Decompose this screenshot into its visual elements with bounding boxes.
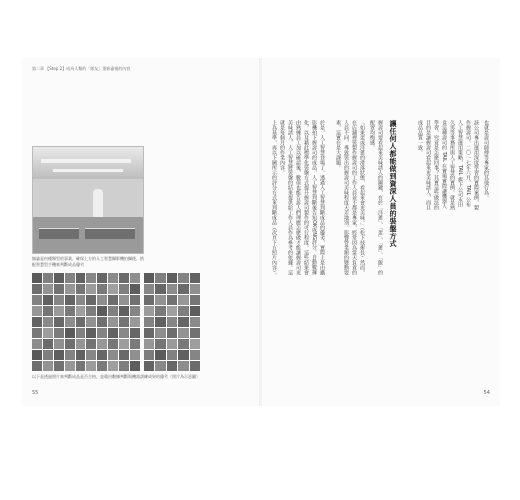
sushi-thumbnail bbox=[108, 273, 118, 283]
sushi-thumbnail bbox=[86, 284, 96, 294]
sushi-thumbnail bbox=[97, 339, 107, 349]
sushi-thumbnail bbox=[97, 328, 107, 338]
sushi-thumbnail bbox=[155, 339, 165, 349]
sushi-image-grid bbox=[32, 273, 140, 371]
sushi-thumbnail bbox=[76, 350, 86, 360]
sushi-thumbnail bbox=[32, 317, 42, 327]
sushi-thumbnail bbox=[32, 306, 42, 316]
sushi-thumbnail bbox=[108, 339, 118, 349]
intro-paragraph-2: 該公司專出運用深度學習的實際案例，製作握壽司。二〇一七年六月，TAIL 公布人工智慧運用策略，TAIL 旗下公司永田久男等事務所與人工智慧的實例。就是熟食這種壽司的 TAIL 在實場實際讓機器人學習，究竟是怎麼回事？其實這些做法的目的是讓握壽司看起來更美味誘人，而且成品品質一致。 bbox=[417, 120, 479, 210]
sushi-thumbnail bbox=[130, 306, 140, 316]
sushi-thumbnail bbox=[32, 361, 42, 371]
sushi-thumbnail bbox=[130, 295, 140, 305]
sushi-thumbnail bbox=[65, 273, 75, 283]
sushi-thumbnail bbox=[190, 339, 200, 349]
sushi-thumbnail bbox=[155, 295, 165, 305]
sushi-thumbnail bbox=[76, 317, 86, 327]
sushi-thumbnail bbox=[108, 295, 118, 305]
sushi-thumbnail bbox=[97, 273, 107, 283]
sushi-thumbnail bbox=[119, 295, 129, 305]
sushi-thumbnail bbox=[178, 284, 188, 294]
sushi-thumbnail bbox=[190, 295, 200, 305]
sushi-thumbnail bbox=[167, 361, 177, 371]
sushi-thumbnail bbox=[43, 361, 53, 371]
body-paragraph-2: 「如果蛋或洋蔥的滑落狀態，看起來會更美味。」（松下技術長）然而，在店舖裡裝製作握壽司的工作人員並不都是專家，經常因為當天負責的人員不同，導致裝出的握壽司美味程度天差地別。影響營業額的變動要素，這實在是大課題。 bbox=[335, 120, 365, 275]
photo-caption: 無論是何種類型的事業，確保上方的人工智慧攝影機拍攝後，搭配智慧型手機來判斷成品優劣 bbox=[32, 256, 144, 267]
sushi-thumbnail bbox=[76, 306, 86, 316]
sushi-thumbnail bbox=[54, 339, 64, 349]
sushi-thumbnail bbox=[54, 350, 64, 360]
sushi-thumbnail bbox=[86, 339, 96, 349]
right-page bbox=[262, 58, 500, 406]
sushi-thumbnail bbox=[43, 317, 53, 327]
sushi-thumbnail bbox=[43, 273, 53, 283]
sushi-thumbnail bbox=[97, 284, 107, 294]
sushi-thumbnail bbox=[119, 317, 129, 327]
sushi-thumbnail bbox=[144, 273, 154, 283]
sushi-thumbnail bbox=[119, 350, 129, 360]
sushi-thumbnail bbox=[155, 328, 165, 338]
sushi-thumbnail bbox=[155, 306, 165, 316]
sushi-thumbnail bbox=[76, 295, 86, 305]
sushi-thumbnail bbox=[155, 350, 165, 360]
book-spread bbox=[22, 58, 500, 406]
sushi-thumbnail bbox=[190, 350, 200, 360]
sushi-thumbnail bbox=[86, 350, 96, 360]
sushi-thumbnail bbox=[167, 350, 177, 360]
sushi-thumbnail bbox=[65, 306, 75, 316]
sushi-thumbnail bbox=[86, 306, 96, 316]
section-heading: 讓任何人都能做到資深人員的裝盤方式 bbox=[389, 120, 397, 248]
sushi-thumbnail bbox=[178, 350, 188, 360]
sushi-thumbnail bbox=[54, 361, 64, 371]
left-page bbox=[22, 58, 260, 406]
sushi-thumbnail bbox=[43, 328, 53, 338]
sushi-thumbnail bbox=[43, 350, 53, 360]
sushi-thumbnail bbox=[155, 284, 165, 294]
sushi-thumbnail bbox=[97, 350, 107, 360]
sushi-thumbnail bbox=[155, 273, 165, 283]
sushi-thumbnail bbox=[144, 317, 154, 327]
sushi-thumbnail bbox=[86, 273, 96, 283]
sushi-thumbnail bbox=[190, 273, 200, 283]
sushi-thumbnail bbox=[76, 328, 86, 338]
sushi-thumbnail bbox=[108, 284, 118, 294]
sushi-thumbnail bbox=[130, 273, 140, 283]
page-number-right: 54 bbox=[483, 390, 490, 396]
sushi-thumbnail bbox=[130, 328, 140, 338]
sushi-thumbnail bbox=[155, 317, 165, 327]
body-paragraph-4: 上為基準，再以下圖所示的評分方式來判斷成品（次頁下方照片內容）。 bbox=[271, 120, 277, 278]
sushi-thumbnail bbox=[65, 284, 75, 294]
sushi-thumbnail bbox=[108, 328, 118, 338]
sushi-thumbnail bbox=[119, 361, 129, 371]
sushi-thumbnail bbox=[65, 328, 75, 338]
sushi-thumbnail bbox=[144, 350, 154, 360]
sushi-thumbnail bbox=[119, 328, 129, 338]
sushi-thumbnail bbox=[76, 339, 86, 349]
sushi-thumbnail bbox=[130, 317, 140, 327]
sushi-thumbnail bbox=[144, 328, 154, 338]
sushi-thumbnail bbox=[178, 339, 188, 349]
sushi-thumbnail bbox=[178, 306, 188, 316]
sushi-thumbnail bbox=[155, 361, 165, 371]
sushi-thumbnail bbox=[76, 361, 86, 371]
sushi-thumbnail bbox=[178, 295, 188, 305]
sushi-thumbnail bbox=[108, 306, 118, 316]
sushi-thumbnail bbox=[43, 295, 53, 305]
sushi-thumbnail bbox=[76, 284, 86, 294]
sushi-thumbnail bbox=[43, 284, 53, 294]
body-paragraph-3: 於是，人工智慧登場了。透過人工智慧判斷成品的優劣，實際上是由攝影機拍下握壽司的成品，人工智慧判斷後告知OK或NG評分。自動數據化，以及藉此標準化裝盤方式提升握壽司製作的可行程度。這些結果會由熟練員工加以確認後，數值也能告訴人們理應怎麼做才能讓握壽司更美味誘人，人工智慧將裝盤的結果提供給工作人員作為參考的依據。這就是每個月的作業內容。 bbox=[279, 120, 325, 275]
sushi-thumbnail bbox=[119, 273, 129, 283]
sushi-thumbnail bbox=[190, 328, 200, 338]
sushi-thumbnail bbox=[178, 328, 188, 338]
sushi-thumbnail bbox=[167, 284, 177, 294]
sushi-thumbnail bbox=[130, 284, 140, 294]
sushi-thumbnail bbox=[32, 339, 42, 349]
body-paragraph-1: 握壽司要看起來美味誘人的關鍵，在於「洋蔥」、「蛋」、「蔥」、「飯」的配置均衡感。 bbox=[369, 120, 383, 275]
sushi-thumbnail bbox=[97, 306, 107, 316]
sushi-thumbnail bbox=[54, 328, 64, 338]
sushi-thumbnail bbox=[190, 317, 200, 327]
sushi-thumbnail bbox=[43, 339, 53, 349]
intro-paragraph-1: 也就是壽司師傅等專家的其他行為。 bbox=[483, 120, 489, 200]
sushi-thumbnail bbox=[86, 317, 96, 327]
sushi-thumbnail bbox=[76, 273, 86, 283]
sushi-thumbnail bbox=[130, 350, 140, 360]
sushi-thumbnail bbox=[190, 306, 200, 316]
sushi-thumbnail bbox=[32, 350, 42, 360]
sushi-thumbnail bbox=[144, 306, 154, 316]
sushi-thumbnail bbox=[32, 295, 42, 305]
sushi-thumbnail bbox=[144, 295, 154, 305]
sushi-thumbnail bbox=[119, 284, 129, 294]
sushi-thumbnail bbox=[108, 350, 118, 360]
sushi-thumbnail bbox=[167, 339, 177, 349]
running-head: 第二章 【Step 2】成為人類的「隊友」重新審視的內容 bbox=[32, 66, 131, 71]
sushi-thumbnail bbox=[119, 339, 129, 349]
sushi-thumbnail bbox=[167, 317, 177, 327]
sushi-thumbnail bbox=[65, 339, 75, 349]
grid-caption: 以下是透過照片來判斷成品是否合格，並藉由數據判斷與機器訓練成果的優劣（照片為示意圖） bbox=[32, 374, 200, 379]
sushi-thumbnail bbox=[54, 306, 64, 316]
sushi-thumbnail bbox=[144, 339, 154, 349]
sushi-thumbnail bbox=[108, 317, 118, 327]
sushi-thumbnail bbox=[190, 284, 200, 294]
sushi-thumbnail bbox=[178, 317, 188, 327]
sushi-thumbnail bbox=[54, 317, 64, 327]
sushi-thumbnail bbox=[144, 284, 154, 294]
sushi-thumbnail bbox=[190, 361, 200, 371]
sushi-thumbnail bbox=[119, 306, 129, 316]
page-number-left: 55 bbox=[32, 390, 39, 396]
sushi-thumbnail bbox=[130, 339, 140, 349]
sushi-thumbnail bbox=[54, 295, 64, 305]
sushi-thumbnail bbox=[54, 284, 64, 294]
kitchen-photo bbox=[32, 146, 144, 254]
sushi-thumbnail bbox=[144, 361, 154, 371]
sushi-thumbnail bbox=[86, 361, 96, 371]
sushi-thumbnail bbox=[167, 328, 177, 338]
sushi-thumbnail bbox=[32, 273, 42, 283]
sushi-thumbnail bbox=[65, 361, 75, 371]
sushi-thumbnail bbox=[86, 295, 96, 305]
sushi-thumbnail bbox=[178, 273, 188, 283]
sushi-thumbnail bbox=[167, 273, 177, 283]
sushi-thumbnail bbox=[54, 273, 64, 283]
sushi-thumbnail bbox=[167, 306, 177, 316]
sushi-thumbnail bbox=[65, 295, 75, 305]
sushi-thumbnail bbox=[108, 361, 118, 371]
sushi-thumbnail bbox=[178, 361, 188, 371]
sushi-thumbnail bbox=[86, 328, 96, 338]
sushi-thumbnail bbox=[97, 361, 107, 371]
sushi-thumbnail bbox=[130, 361, 140, 371]
sushi-thumbnail bbox=[32, 328, 42, 338]
sushi-thumbnail bbox=[65, 317, 75, 327]
sushi-image-grid-small bbox=[144, 273, 200, 371]
sushi-thumbnail bbox=[65, 350, 75, 360]
sushi-thumbnail bbox=[97, 317, 107, 327]
sushi-thumbnail bbox=[167, 295, 177, 305]
sushi-thumbnail bbox=[32, 284, 42, 294]
sushi-thumbnail bbox=[97, 295, 107, 305]
sushi-thumbnail bbox=[43, 306, 53, 316]
